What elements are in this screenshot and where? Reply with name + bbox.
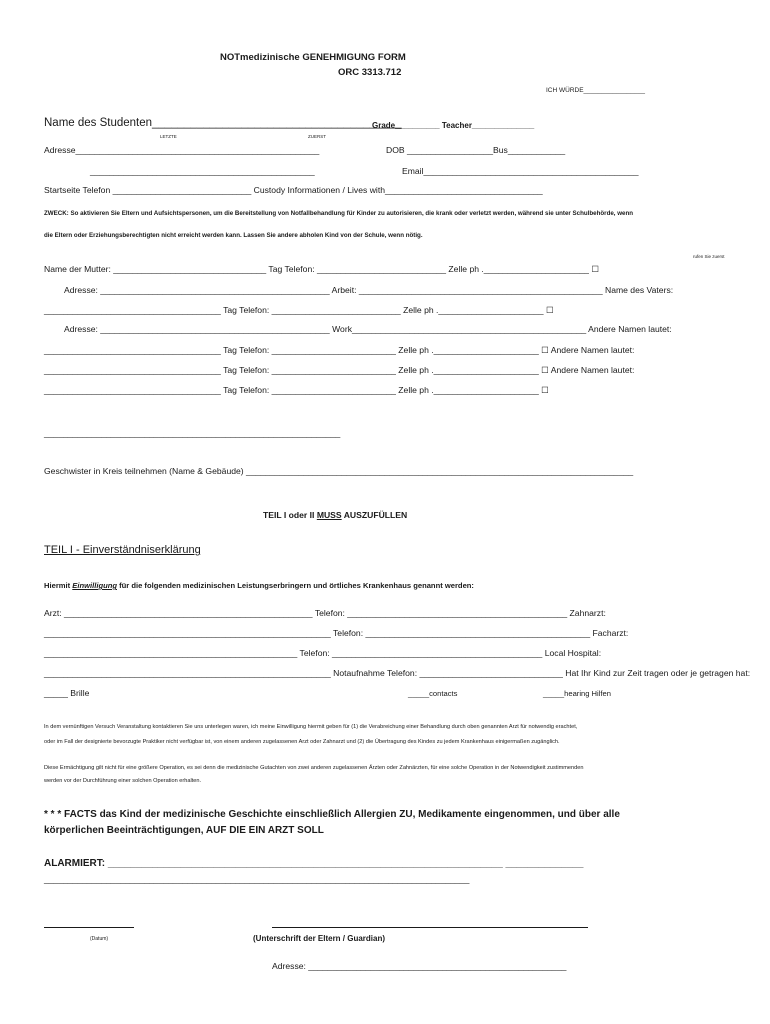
father-phone-row[interactable]: _____________________________________ Tag Telefon: ___________________________ Zelle ph .______________________ ☐ [44, 305, 554, 315]
letzte-label: LETZTE [160, 134, 177, 139]
blank-line[interactable]: ______________________________________________________________ [44, 428, 341, 438]
facts-line-2: körperlichen Beeinträchtigungen, AUF DIE EIN ARZT SOLL [44, 825, 324, 836]
form-code: ORC 3313.712 [338, 67, 402, 78]
dob-bus-field[interactable]: DOB __________________Bus____________ [386, 145, 566, 155]
signature-label: (Unterschrift der Eltern / Guardian) [253, 934, 386, 943]
email-field[interactable]: Email_____________________________________________ [402, 166, 639, 176]
signature-line[interactable] [272, 927, 588, 928]
zahnarzt-row[interactable]: ____________________________________________________________ Telefon: _______________________________________________ Facharzt: [44, 628, 629, 638]
consent-para-1-line-2: oder im Fall der designierte bevorzugte Praktiker nicht verfügbar ist, von einem anderen zugelassenen Arzt oder Zahnarzt und (2) die Übertragung des Kindes zu jedem Krankenhaus einigermaßen zugänglich. [44, 739, 560, 745]
consent-para-2-line-1: Diese Ermächtigung gilt nicht für eine größere Operation, es sei denn die medizinische Gutachten von zwei anderen zugelassenen Ärzten oder Zahnärzten, für eine solche Operation in der Notwendigkeit zustimmenden [44, 765, 584, 771]
consent-para-2-line-2: werden vor der Durchführung einer solchen Operation erhalten. [44, 778, 202, 784]
other-name-row-2[interactable]: _____________________________________ Tag Telefon: __________________________ Zelle ph .______________________ ☐ Andere Namen lautet: [44, 365, 635, 375]
facharzt-row[interactable]: _____________________________________________________ Telefon: ____________________________________________ Local Hospital: [44, 648, 602, 658]
contacts-checkbox[interactable]: _____contacts [408, 689, 458, 698]
arzt-row[interactable]: Arzt: ____________________________________________________ Telefon: ______________________________________________ Zahnarzt: [44, 608, 606, 618]
date-line[interactable] [44, 927, 134, 928]
alarmiert-field[interactable]: ALARMIERT: _______________________________________________________________________ ______________ [44, 858, 584, 869]
adresse-arbeit-row[interactable]: Adresse: ________________________________________________ Arbeit: ___________________________________________________ Name des Vaters: [64, 285, 674, 295]
phone-custody-field[interactable]: Startseite Telefon _____________________________ Custody Informationen / Lives with_________________________________ [44, 185, 543, 195]
geschwister-field[interactable]: Geschwister in Kreis teilnehmen (Name & Gebäude) _________________________________________________________________________________ [44, 466, 634, 476]
zuerst-label: ZUERST [308, 134, 326, 139]
hearing-checkbox[interactable]: _____hearing Hilfen [543, 689, 611, 698]
datum-label: (Datum) [90, 936, 109, 942]
hiermit-line: Hiermit Einwilligung für die folgenden medizinischen Leistungserbringern und örtliches Krankenhaus genannt werden: [44, 581, 474, 590]
adresse-field[interactable]: Adresse___________________________________________________ [44, 145, 320, 155]
consent-para-1-line-1: In dem vernünftigen Versuch Veranstaltung kontaktieren Sie uns unterlegen waren, ich meine Einwilligung hiermit geben für (1) die Verabreichung einer Behandlung durch oben genannten Arzt für notwendig erachtet, [44, 724, 578, 730]
form-title: NOTmedizinische GENEHMIGUNG FORM [220, 52, 406, 63]
grade-teacher-field[interactable]: Grade__________ Teacher______________ [372, 121, 535, 130]
zweck-line-1: ZWECK: So aktivieren Sie Eltern und Aufsichtspersonen, um die Bereitstellung von Notfallbehandlung für Kinder zu autorisieren, die krank oder verletzt werden, während sie unter Schulbehörde, wenn [44, 210, 634, 217]
address-line-2[interactable]: _______________________________________________ [90, 166, 315, 176]
teil-header: TEIL I oder II MUSS AUSZUFÜLLEN [263, 510, 408, 520]
brille-checkbox[interactable]: _____ Brille [44, 688, 90, 698]
adresse-work-row[interactable]: Adresse: ________________________________________________ Work_________________________________________________ Andere Namen lautet: [64, 324, 672, 334]
ich-wuerde-field[interactable]: ICH WÜRDE_________________ [546, 87, 646, 94]
student-name-field[interactable]: Name des Studenten_______________________________________ [44, 117, 402, 129]
alarmiert-line-2[interactable]: _________________________________________________________________________________________ [44, 874, 470, 884]
other-name-row-1[interactable]: _____________________________________ Tag Telefon: __________________________ Zelle ph .______________________ ☐ Andere Namen lautet: [44, 345, 635, 355]
facts-line-1: * * * FACTS das Kind der medizinische Geschichte einschließlich Allergien ZU, Medikamente eingenommen, und über alle [44, 809, 620, 820]
teil1-heading: TEIL I - Einverständniserklärung [44, 544, 201, 556]
signature-adresse-field[interactable]: Adresse: ______________________________________________________ [272, 961, 567, 971]
mother-row[interactable]: Name der Mutter: ________________________________ Tag Telefon: ___________________________ Zelle ph .______________________ ☐ [44, 264, 600, 274]
zweck-line-2: die Eltern oder Erziehungsberechtigten nicht erreicht werden kann. Lassen Sie andere abholen Kind von der Schule, wenn nötig. [44, 232, 423, 239]
hospital-row[interactable]: ____________________________________________________________ Notaufnahme Telefon: ______________________________ Hat Ihr Kind zur Zeit tragen oder je getragen hat: [44, 668, 751, 678]
other-name-row-3[interactable]: _____________________________________ Tag Telefon: __________________________ Zelle ph .______________________ ☐ [44, 385, 549, 395]
rufen-label: rufen Sie zuerst [693, 254, 725, 259]
